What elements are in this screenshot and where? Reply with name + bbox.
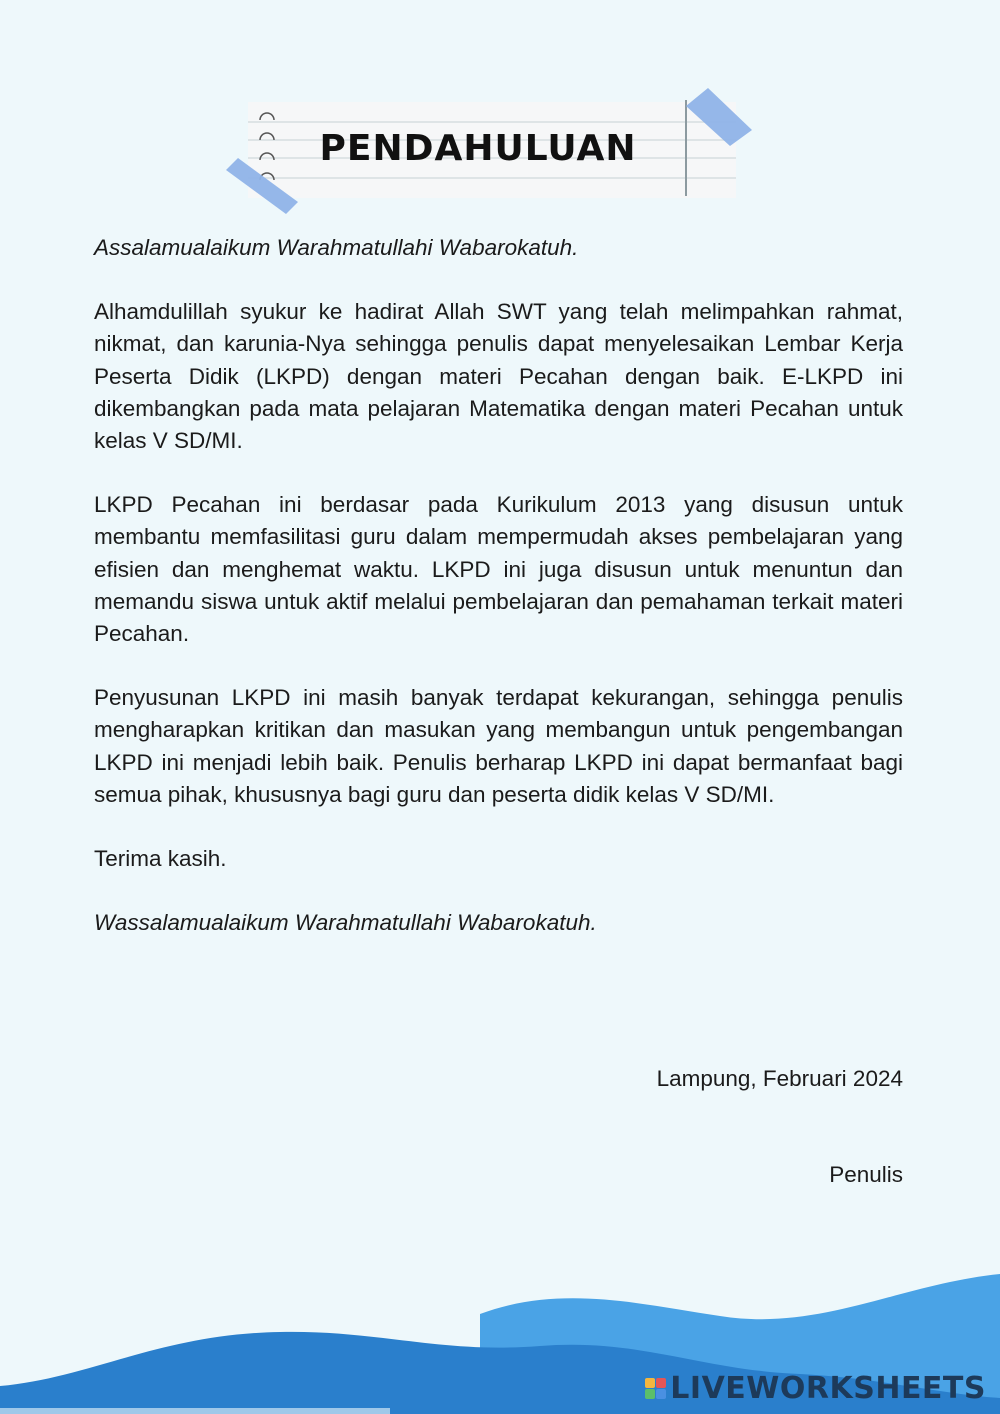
paragraph-2: LKPD Pecahan ini berdasar pada Kurikulum 2013 yang disusun untuk membantu memfasilitasi guru dalam mempermudah akses pembelajaran yang efisien dan menghemat waktu. LKPD ini juga disusun untuk menuntun dan memandu siswa untuk aktif melalui pembelajaran dan pemahaman terkait materi Pecahan. bbox=[94, 492, 903, 647]
closing: Wassalamualaikum Warahmatullahi Wabarokatuh. bbox=[94, 910, 597, 936]
document-body bbox=[94, 232, 903, 971]
greeting: Assalamualaikum Warahmatullahi Wabarokatuh. bbox=[94, 235, 579, 260]
brand-logo bbox=[645, 1371, 986, 1406]
title-notepad bbox=[218, 84, 754, 219]
signer: Penulis bbox=[829, 1162, 903, 1187]
place-date: Lampung, Februari 2024 bbox=[656, 1066, 903, 1091]
thanks: Terima kasih. bbox=[94, 846, 227, 872]
page-title: PENDAHULUAN bbox=[319, 128, 637, 169]
brand-icon bbox=[645, 1378, 666, 1399]
paragraph-1: Alhamdulillah syukur ke hadirat Allah SWT yang telah melimpahkan rahmat, nikmat, dan karunia-Nya sehingga penulis dapat menyelesaikan Lembar Kerja Peserta Didik (LKPD) dengan materi Pecahan dengan baik. E-LKPD ini dikembangkan pada mata pelajaran Matematika dengan materi Pecahan untuk kelas V SD/MI. bbox=[94, 299, 903, 454]
brand-text: LIVEWORKSHEETS bbox=[670, 1371, 986, 1406]
paragraph-3: Penyusunan LKPD ini masih banyak terdapat kekurangan, sehingga penulis mengharapkan kritikan dan masukan yang membangun untuk pengembangan LKPD ini menjadi lebih baik. Penulis berharap LKPD ini dapat bermanfaat bagi semua pihak, khususnya bagi guru dan peserta didik kelas V SD/MI. bbox=[94, 685, 903, 807]
